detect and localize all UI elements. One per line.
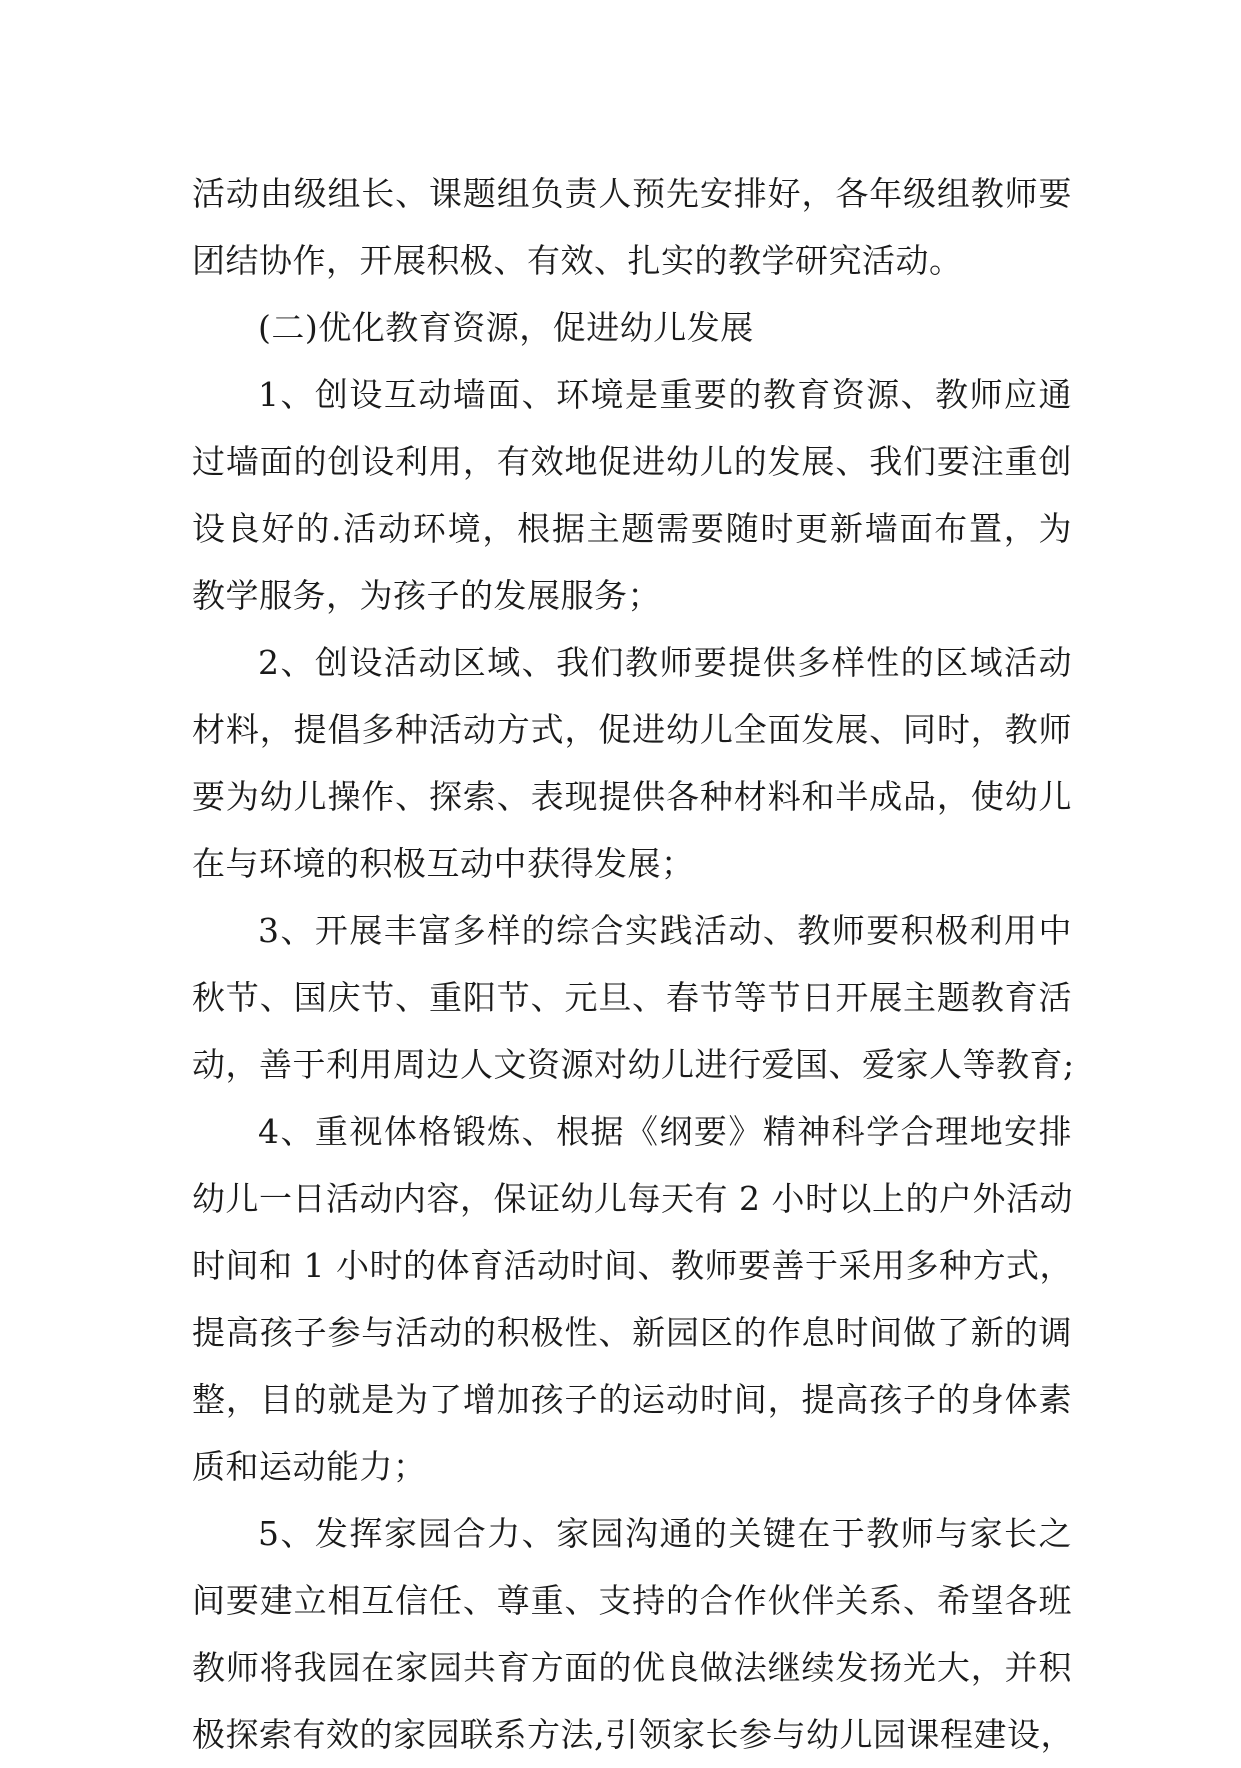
text-line: 教师将我园在家园共育方面的优良做法继续发扬光大，并积 [192, 1648, 1072, 1687]
text-line: 4、重视体格锻炼、根据《纲要》精神科学合理地安排 [258, 1112, 1072, 1151]
text-line: (二)优化教育资源，促进幼儿发展 [258, 308, 754, 347]
text-line: 要为幼儿操作、探索、表现提供各种材料和半成品，使幼儿 [192, 777, 1072, 816]
text-line: 幼儿一日活动内容，保证幼儿每天有 2 小时以上的户外活动 [192, 1179, 1073, 1218]
text-line: 设良好的.活动环境，根据主题需要随时更新墙面布置，为 [192, 509, 1072, 548]
text-line: 团结协作，开展积极、有效、扎实的教学研究活动。 [192, 241, 963, 280]
text-line: 间要建立相互信任、尊重、支持的合作伙伴关系、希望各班 [192, 1581, 1072, 1620]
text-line: 过墙面的创设利用，有效地促进幼儿的发展、我们要注重创 [192, 442, 1072, 481]
text-line: 教学服务，为孩子的发展服务； [192, 576, 661, 615]
text-line: 时间和 1 小时的体育活动时间、教师要善于采用多种方式， [192, 1246, 1073, 1285]
text-line: 2、创设活动区域、我们教师要提供多样性的区域活动 [258, 643, 1072, 682]
text-line: 活动由级组长、课题组负责人预先安排好，各年级组教师要 [192, 174, 1072, 213]
document-body [192, 160, 1075, 1768]
text-line: 动，善于利用周边人文资源对幼儿进行爱国、爱家人等教育; [192, 1045, 1075, 1084]
text-line: 秋节、国庆节、重阳节、元旦、春节等节日开展主题教育活 [192, 978, 1072, 1017]
text-line: 在与环境的积极互动中获得发展； [192, 844, 695, 883]
text-line: 5、发挥家园合力、家园沟通的关键在于教师与家长之 [258, 1514, 1072, 1553]
text-line: 3、开展丰富多样的综合实践活动、教师要积极利用中 [258, 911, 1072, 950]
text-line: 质和运动能力； [192, 1447, 427, 1486]
text-line: 材料，提倡多种活动方式，促进幼儿全面发展、同时，教师 [192, 710, 1072, 749]
text-line: 提高孩子参与活动的积极性、新园区的作息时间做了新的调 [192, 1313, 1072, 1352]
text-line: 极探索有效的家园联系方法,引领家长参与幼儿园课程建设， [192, 1715, 1074, 1754]
text-line: 整，目的就是为了增加孩子的运动时间，提高孩子的身体素 [192, 1380, 1072, 1419]
text-line: 1、创设互动墙面、环境是重要的教育资源、教师应通 [258, 375, 1072, 414]
